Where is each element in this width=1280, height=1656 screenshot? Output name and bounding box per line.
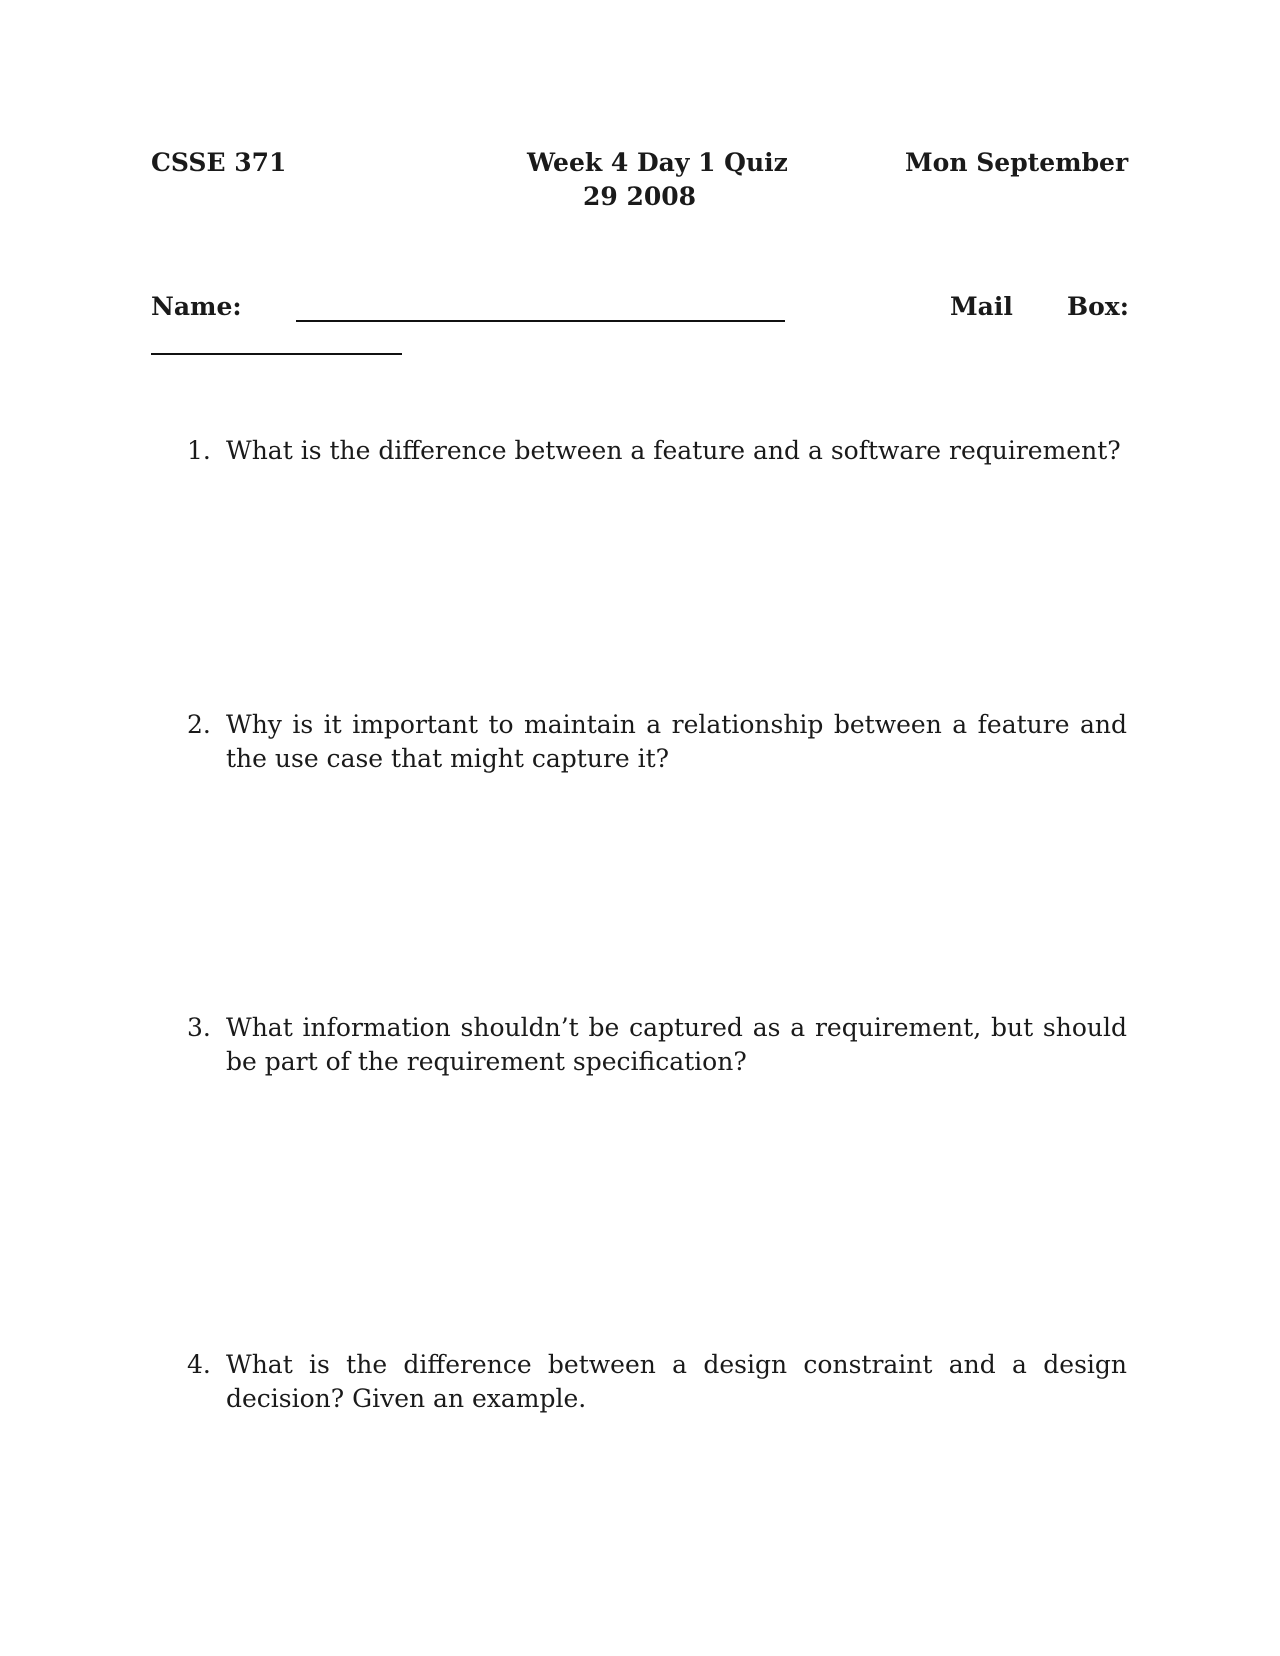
mailbox-blank-line[interactable] bbox=[151, 353, 402, 355]
course-code: CSSE 371 bbox=[151, 148, 287, 177]
question-1 bbox=[187, 434, 1127, 468]
question-2 bbox=[187, 708, 1127, 776]
question-4 bbox=[187, 1348, 1127, 1416]
quiz-date-line2: 29 2008 bbox=[583, 182, 697, 211]
question-number: 4. bbox=[187, 1350, 211, 1379]
question-text: What is the difference between a design constraint and a design decision? Given an example. bbox=[226, 1350, 1127, 1413]
question-number: 1. bbox=[187, 436, 211, 465]
quiz-date-line1: Mon September bbox=[905, 148, 1129, 177]
name-blank-line[interactable] bbox=[296, 320, 785, 322]
box-label: Box: bbox=[1067, 292, 1129, 321]
question-3 bbox=[187, 1011, 1127, 1079]
question-text: Why is it important to maintain a relationship between a feature and the use case that might capture it? bbox=[226, 710, 1127, 773]
question-number: 2. bbox=[187, 710, 211, 739]
question-number: 3. bbox=[187, 1013, 211, 1042]
name-label: Name: bbox=[151, 292, 242, 321]
quiz-title: Week 4 Day 1 Quiz bbox=[527, 148, 788, 177]
mail-label: Mail bbox=[950, 292, 1013, 321]
question-text: What is the difference between a feature and a software requirement? bbox=[226, 436, 1121, 465]
question-text: What information shouldn’t be captured as a requirement, but should be part of the requirement specification? bbox=[226, 1013, 1127, 1076]
